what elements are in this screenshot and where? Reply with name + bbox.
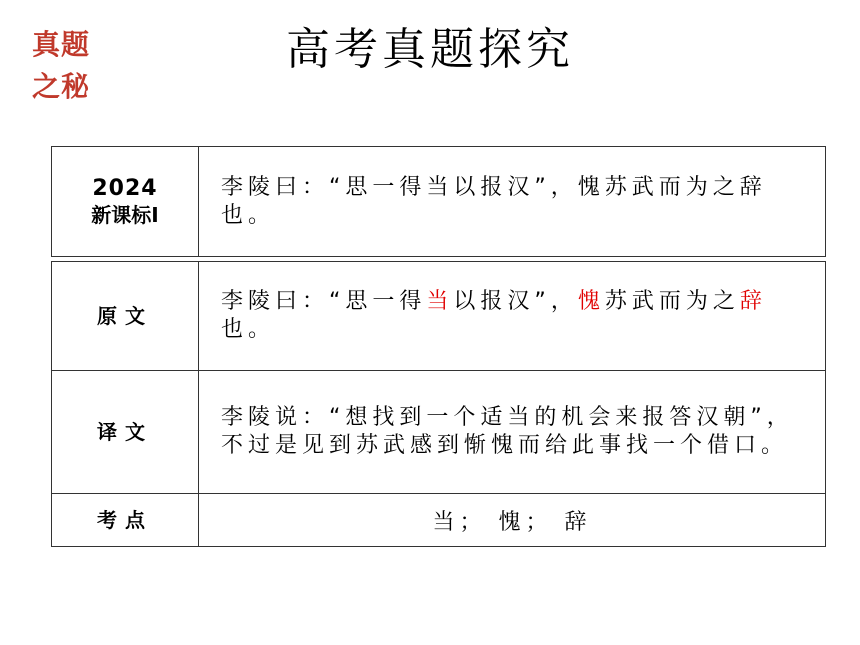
exam-label-cell xyxy=(52,147,199,257)
key-points-label: 考点 xyxy=(52,494,199,547)
key-points-text: 当； 愧； 辞 xyxy=(199,494,826,547)
exam-paper-name: 新课标Ⅰ xyxy=(91,202,159,227)
exam-source-row xyxy=(52,147,826,257)
analysis-table xyxy=(51,261,826,547)
key-points-row xyxy=(52,494,826,547)
original-text-row xyxy=(52,262,826,371)
highlighted-keyword: 辞 xyxy=(739,289,767,314)
exam-source-table xyxy=(51,146,826,257)
highlighted-keyword: 当 xyxy=(426,289,454,314)
original-label: 原文 xyxy=(52,262,199,371)
translation-row xyxy=(52,371,826,494)
exam-year: 2024 xyxy=(92,175,158,201)
original-text-segment: 也。 xyxy=(221,317,276,342)
original-text-segment: 以报汉”， xyxy=(453,289,578,314)
translation-label: 译文 xyxy=(52,371,199,494)
original-text-segment: 李陵曰：“思一得 xyxy=(221,289,427,314)
page-title: 高考真题探究 xyxy=(286,24,574,75)
badge-line-2: 之秘 xyxy=(32,70,91,103)
section-badge xyxy=(32,24,112,108)
highlighted-keyword: 愧 xyxy=(577,289,605,314)
translation-text: 李陵说：“想找到一个适当的机会来报答汉朝”，不过是见到苏武感到惭愧而给此事找一个借口。 xyxy=(199,371,826,494)
original-text xyxy=(199,262,826,371)
original-text-segment: 苏武而为之 xyxy=(604,289,740,314)
exam-source-text: 李陵曰：“思一得当以报汉”，愧苏武而为之辞也。 xyxy=(199,147,826,257)
badge-line-1: 真题 xyxy=(32,28,91,61)
